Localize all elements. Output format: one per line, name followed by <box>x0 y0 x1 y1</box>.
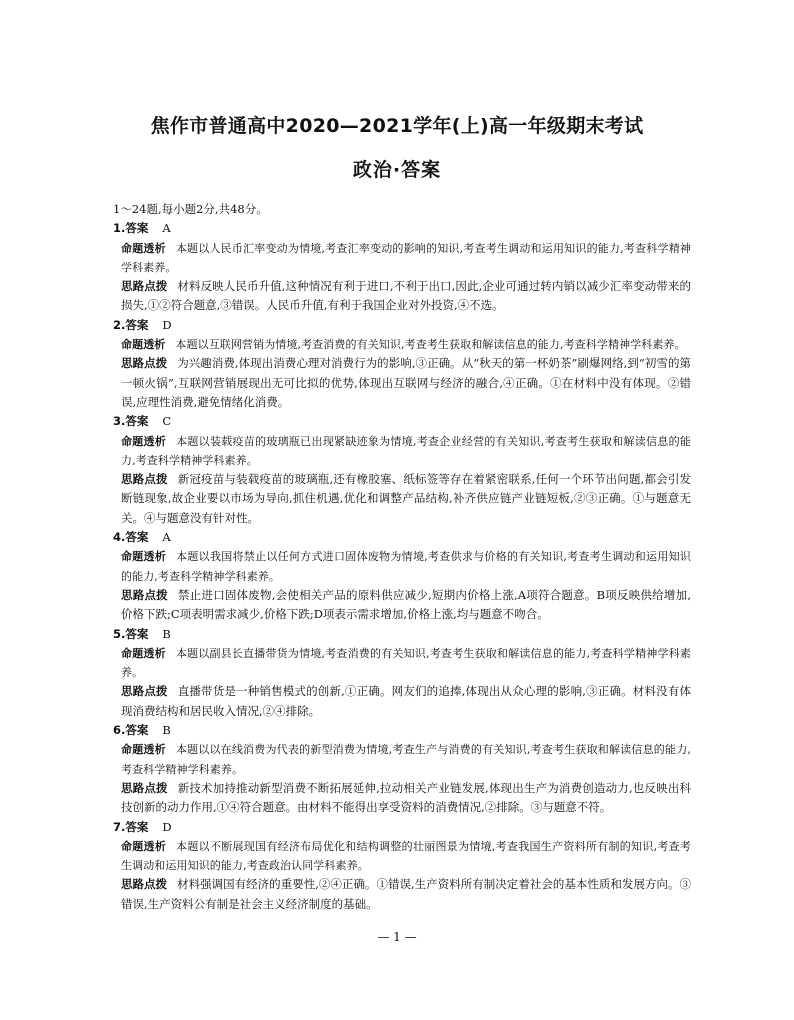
approach-block <box>121 470 691 528</box>
approach-label: 思路点拨 <box>121 877 168 892</box>
approach-block <box>121 779 691 818</box>
approach-label: 思路点拨 <box>121 279 168 294</box>
answer-label: 答案 <box>125 530 149 545</box>
intro-line: 1～24题,每小题2分,共48分。 <box>113 202 268 216</box>
answer-content <box>113 200 691 914</box>
analysis-label: 命题透析 <box>121 241 166 255</box>
page-title: 焦作市普通高中2020—2021学年(上)高一年级期末考试 <box>150 115 644 137</box>
question-item <box>113 316 691 412</box>
answer-label: 答案 <box>125 723 149 738</box>
approach-text: 新技术加持推动新型消费不断拓展延伸,拉动相关产业链发展,体现出生产为消费创造动力,也反映出科技创新的动力作用,①④符合题意。由材料不能得出享受资料的消费情况,②排除。③与题意不符。 <box>121 780 691 815</box>
analysis-text: 本题以以在线消费为代表的新型消费为情境,考查生产与消费的有关知识,考查考生获取和解读信息的能力,考查科学精神学科素养。 <box>121 743 691 776</box>
question-header <box>113 818 691 837</box>
analysis-text: 本题以人民币汇率变动为情境,考查汇率变动的影响的知识,考查考生调动和运用知识的能力,考查科学精神学科素养。 <box>121 241 691 274</box>
question-number: 3. <box>113 414 126 429</box>
analysis-label: 命题透析 <box>121 646 166 660</box>
question-header <box>113 528 691 547</box>
question-number: 1. <box>113 221 126 236</box>
approach-block <box>121 586 691 625</box>
answer-choice: D <box>162 317 172 332</box>
question-number: 2. <box>113 317 126 332</box>
question-item <box>113 412 691 528</box>
analysis-text: 本题以不断展现国有经济布局优化和结构调整的壮丽图景为情境,考查我国生产资料所有制的知识,考查考生调动和运用知识的能力,考查政治认同学科素养。 <box>121 839 691 873</box>
answer-label: 答案 <box>125 819 149 834</box>
analysis-label: 命题透析 <box>121 839 167 853</box>
analysis-text: 本题以我国将禁止以任何方式进口固体废物为情境,考查供求与价格的有关知识,考查考生调动和运用知识的能力,考查科学精神学科素养。 <box>121 550 691 583</box>
analysis-text: 本题以互联网营销为情境,考查消费的有关知识,考查考生获取和解读信息的能力,考查科学精神学科素养。 <box>175 338 686 352</box>
approach-text: 为兴趣消费,体现出消费心理对消费行为的影响,③正确。从“秋天的第一杯奶茶”刷爆网络,到“初雪的第一顿火锅”,互联网营销展现出无可比拟的优势,体现出互联网与经济的融合,④正确。①在材料中没有体现。②错误,应理性消费,避免情绪化消费。 <box>121 356 691 409</box>
approach-text: 材料反映人民币升值,这种情况有利于进口,不利于出口,因此,企业可通过转内销以减少汇率变动带来的损失,①②符合题意,③错误。人民币升值,有利于我国企业对外投资,④不选。 <box>121 279 691 313</box>
analysis-block <box>121 644 691 683</box>
analysis-block <box>121 432 691 471</box>
question-number: 7. <box>113 819 126 834</box>
question-item <box>113 818 691 914</box>
analysis-block <box>121 547 691 586</box>
question-header <box>113 721 691 740</box>
approach-text: 材料强调国有经济的重要性,②④正确。①错误,生产资料所有制决定着社会的基本性质和发展方向。③错误,生产资料公有制是社会主义经济制度的基础。 <box>121 877 691 911</box>
approach-text: 直播带货是一种销售模式的创新,①正确。网友们的追捧,体现出从众心理的影响,③正确。材料没有体现消费结构和居民收入情况,②④排除。 <box>121 684 691 718</box>
question-header <box>113 316 691 335</box>
question-header <box>113 625 691 644</box>
question-header <box>113 219 691 238</box>
approach-text: 禁止进口固体废物,会使相关产品的原料供应减少,短期内价格上涨,A项符合题意。B项反映供给增加,价格下跌;C项表明需求减少,价格下跌;D项表示需求增加,价格上涨,均与题意不吻合。 <box>121 587 692 622</box>
question-list <box>113 219 691 914</box>
answer-choice: B <box>162 626 171 641</box>
approach-label: 思路点拨 <box>121 780 168 795</box>
question-item <box>113 721 691 817</box>
answer-choice: A <box>162 530 171 545</box>
page-number: — 1 — <box>377 930 417 944</box>
answer-label: 答案 <box>125 414 149 429</box>
analysis-block <box>121 335 691 354</box>
approach-block <box>121 682 691 721</box>
approach-block <box>121 277 691 316</box>
question-item <box>113 528 691 624</box>
approach-label: 思路点拨 <box>121 587 168 602</box>
approach-text: 新冠疫苗与装载疫苗的玻璃瓶,还有橡胶塞、纸标签等存在着紧密联系,任何一个环节出问题,都会引发断链现象,故企业要以市场为导向,抓住机遇,优化和调整产品结构,补齐供应链产业链短板,②③正确。①与题意无关。④与题意没有针对性。 <box>121 472 691 525</box>
approach-label: 思路点拨 <box>121 472 168 487</box>
analysis-block <box>121 837 691 876</box>
answer-choice: C <box>162 414 172 429</box>
analysis-label: 命题透析 <box>121 338 166 352</box>
analysis-block <box>121 239 691 278</box>
question-item <box>113 219 691 315</box>
analysis-label: 命题透析 <box>121 743 166 757</box>
question-header <box>113 412 691 431</box>
answer-label: 答案 <box>125 221 149 236</box>
answer-choice: A <box>162 221 171 236</box>
answer-choice: B <box>162 723 171 738</box>
page-subtitle: 政治·答案 <box>352 159 442 181</box>
analysis-label: 命题透析 <box>121 550 167 564</box>
approach-label: 思路点拨 <box>121 684 168 699</box>
answer-label: 答案 <box>125 626 149 641</box>
answer-label: 答案 <box>125 317 149 332</box>
analysis-block <box>121 740 691 779</box>
approach-label: 思路点拨 <box>121 356 168 371</box>
analysis-text: 本题以装载疫苗的玻璃瓶已出现紧缺迹象为情境,考查企业经营的有关知识,考查考生获取和解读信息的能力,考查科学精神学科素养。 <box>121 434 691 467</box>
approach-block <box>121 354 691 412</box>
question-item <box>113 625 691 721</box>
analysis-label: 命题透析 <box>121 434 167 448</box>
question-number: 4. <box>113 530 126 545</box>
question-number: 6. <box>113 723 126 738</box>
answer-choice: D <box>162 819 172 834</box>
approach-block <box>121 875 691 914</box>
analysis-text: 本题以副县长直播带货为情境,考查消费的有关知识,考查考生获取和解读信息的能力,考查科学精神学科素养。 <box>121 646 691 680</box>
question-number: 5. <box>113 626 126 641</box>
